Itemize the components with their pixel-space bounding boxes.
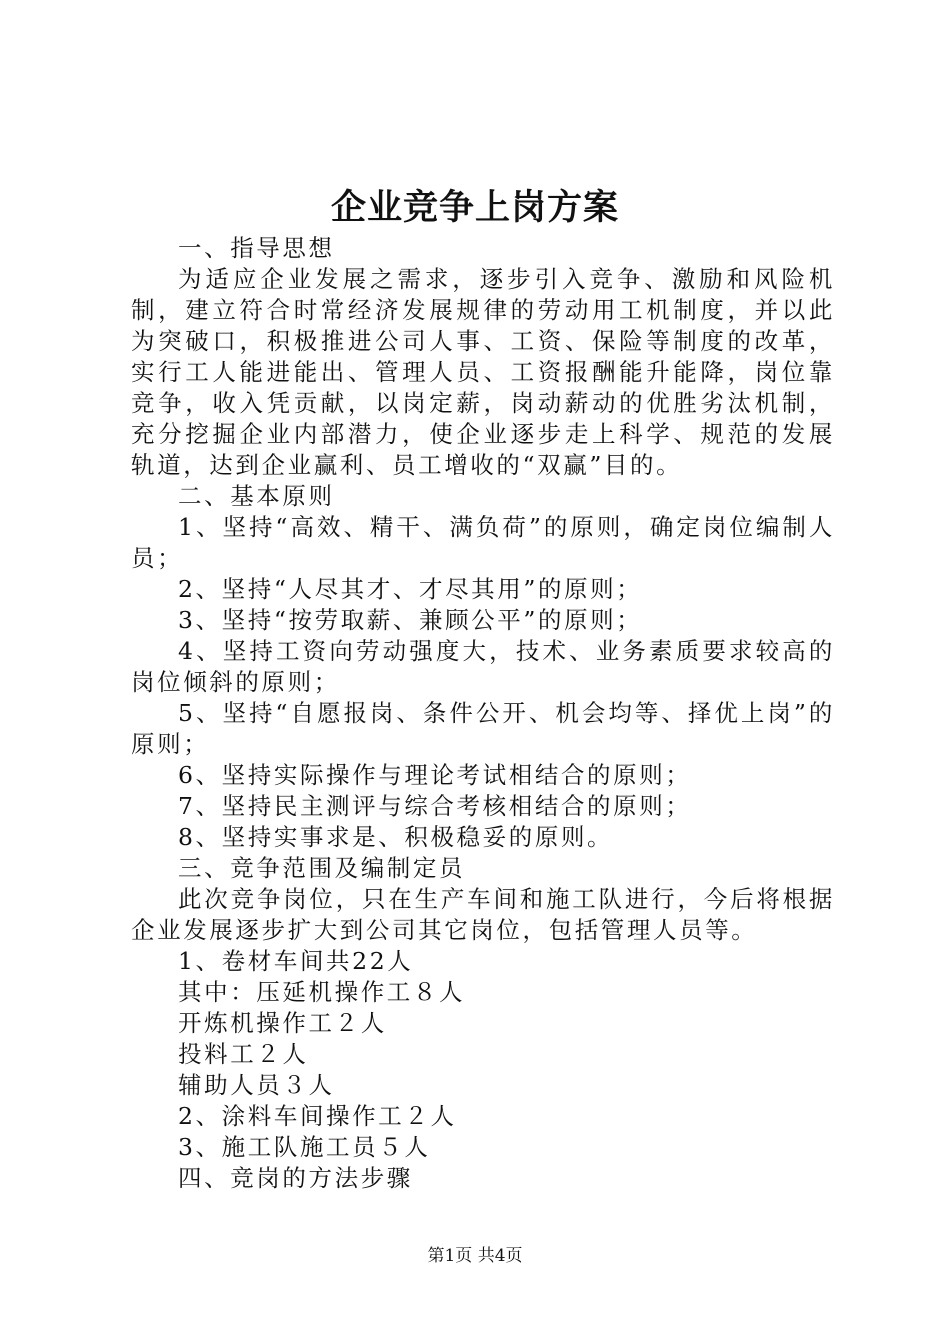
list-item: 4、坚持工资向劳动强度大，技术、业务素质要求较高的岗位倾斜的原则； xyxy=(131,637,835,696)
list-item: 8、坚持实事求是、积极稳妥的原则。 xyxy=(178,823,614,851)
list-item: 6、坚持实际操作与理论考试相结合的原则； xyxy=(178,761,692,789)
list-item: 3、坚持“按劳取薪、兼顾公平”的原则； xyxy=(178,606,643,634)
paragraph: 为适应企业发展之需求，逐步引入竞争、激励和风险机制，建立符合时常经济发展规律的劳动用工机制度，并以此为突破口，积极推进公司人事、工资、保险等制度的改革，实行工人能进能出、管理人员、工资报酬能升能降，岗位靠竞争，收入凭贡献，以岗定薪，岗动薪动的优胜劣汰机制，充分挖掘企业内部潜力，使企业逐步走上科学、规范的发展轨道，达到企业赢利、员工增收的“双赢”目的。 xyxy=(131,265,835,479)
list-item: 7、坚持民主测评与综合考核相结合的原则； xyxy=(178,792,692,820)
list-item: 1、卷材车间共22人 xyxy=(178,947,414,975)
list-item: 2、涂料车间操作工２人 xyxy=(178,1102,457,1130)
list-item: 2、坚持“人尽其才、才尽其用”的原则； xyxy=(178,575,643,603)
list-item: 5、坚持“自愿报岗、条件公开、机会均等、择优上岗”的原则； xyxy=(131,699,835,758)
section-heading: 三、竞争范围及编制定员 xyxy=(178,854,466,882)
list-item: 其中：压延机操作工８人 xyxy=(178,978,466,1006)
page-number: 第1页 共4页 xyxy=(427,1246,523,1266)
document-title: 企业竞争上岗方案 xyxy=(330,187,619,228)
paragraph: 此次竞争岗位，只在生产车间和施工队进行，今后将根据企业发展逐步扩大到公司其它岗位，包括管理人员等。 xyxy=(131,885,835,944)
section-heading: 二、基本原则 xyxy=(178,482,335,510)
list-item: 3、施工队施工员５人 xyxy=(178,1133,431,1161)
section-heading: 一、指导思想 xyxy=(178,234,335,262)
document-body xyxy=(131,233,835,1194)
list-item: 辅助人员３人 xyxy=(178,1071,335,1099)
list-item: 开炼机操作工２人 xyxy=(178,1009,387,1037)
list-item: 投料工２人 xyxy=(178,1040,309,1068)
section-heading: 四、竞岗的方法步骤 xyxy=(178,1164,413,1192)
list-item: 1、坚持“高效、精干、满负荷”的原则，确定岗位编制人员； xyxy=(131,513,835,572)
